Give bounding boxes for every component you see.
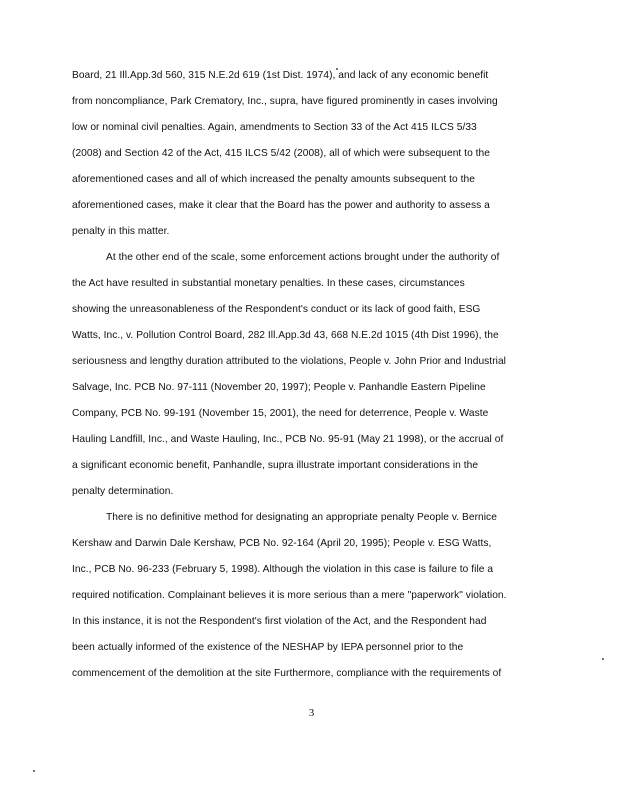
- text-line: Kershaw and Darwin Dale Kershaw, PCB No. 92-164 (April 20, 1995); People v. ESG Watts,: [72, 538, 492, 549]
- text-line: penalty determination.: [72, 486, 174, 497]
- text-line: In this instance, it is not the Respondent's first violation of the Act, and the Respondent had: [72, 616, 487, 627]
- text-line: a significant economic benefit, Panhandle, supra illustrate important considerations in the: [72, 460, 479, 471]
- text-line: penalty in this matter.: [72, 226, 170, 237]
- text-line: Salvage, Inc. PCB No. 97-111 (November 20, 1997); People v. Panhandle Eastern Pipeline: [72, 382, 486, 393]
- text-line: aforementioned cases and all of which increased the penalty amounts subsequent to the: [72, 174, 475, 185]
- text-line: Board, 21 Ill.App.3d 560, 315 N.E.2d 619 (1st Dist. 1974), and lack of any economic benefit: [72, 70, 489, 81]
- text-line: There is no definitive method for designating an appropriate penalty People v. Bernice: [106, 512, 497, 523]
- text-line: seriousness and lengthy duration attributed to the violations, People v. John Prior and Industrial: [72, 356, 506, 367]
- text-line: (2008) and Section 42 of the Act, 415 ILCS 5/42 (2008), all of which were subsequent to the: [72, 148, 490, 159]
- text-line: aforementioned cases, make it clear that the Board has the power and authority to assess a: [72, 200, 490, 211]
- text-line: been actually informed of the existence of the NESHAP by IEPA personnel prior to the: [72, 642, 464, 653]
- text-line: the Act have resulted in substantial monetary penalties. In these cases, circumstances: [72, 278, 465, 289]
- text-line: At the other end of the scale, some enforcement actions brought under the authority of: [106, 252, 500, 263]
- text-line: Watts, Inc., v. Pollution Control Board, 282 Ill.App.3d 43, 668 N.E.2d 1015 (4th Dist 1996), the: [72, 330, 499, 341]
- scan-speck: [336, 68, 338, 70]
- text-line: from noncompliance, Park Crematory, Inc., supra, have figured prominently in cases involving: [72, 96, 498, 107]
- text-line: low or nominal civil penalties. Again, amendments to Section 33 of the Act 415 ILCS 5/33: [72, 122, 477, 133]
- scan-speck: [33, 770, 35, 772]
- page-number: 3: [308, 707, 315, 719]
- text-line: required notification. Complainant believes it is more serious than a mere "paperwork" violation.: [72, 590, 507, 601]
- text-line: Inc., PCB No. 96-233 (February 5, 1998). Although the violation in this case is failure to file a: [72, 564, 494, 575]
- text-line: Hauling Landfill, Inc., and Waste Hauling, Inc., PCB No. 95-91 (May 21 1998), or the accrual of: [72, 434, 504, 445]
- text-line: showing the unreasonableness of the Respondent's conduct or its lack of good faith, ESG: [72, 304, 481, 315]
- text-line: Company, PCB No. 99-191 (November 15, 2001), the need for deterrence, People v. Waste: [72, 408, 489, 419]
- scan-speck: [602, 658, 604, 660]
- text-line: commencement of the demolition at the site Furthermore, compliance with the requirements of: [72, 668, 502, 679]
